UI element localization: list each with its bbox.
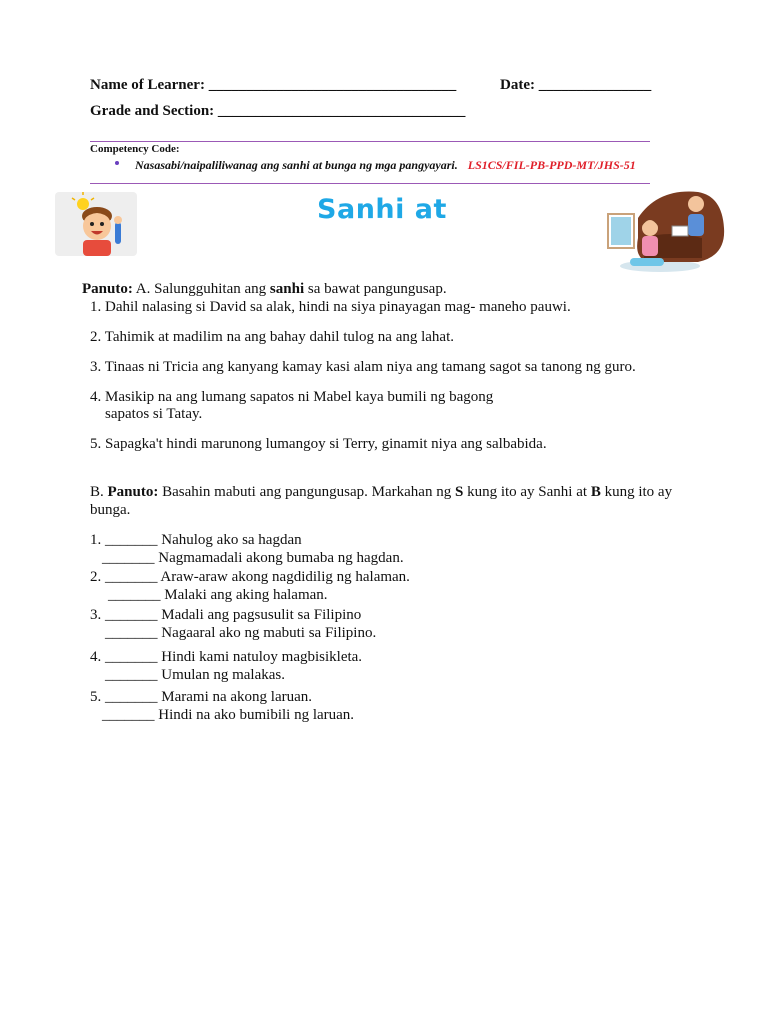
part-b-item-line2[interactable]: _______ Nagaaral ako ng mabuti sa Filipino.	[105, 625, 377, 641]
part-b-instruction	[90, 484, 672, 501]
item-line1[interactable]: _______ Madali ang pagsusulit sa Filipino	[105, 607, 362, 623]
kids-reading-icon	[598, 178, 730, 276]
part-b-item[interactable]	[90, 649, 362, 666]
part-a-item	[90, 299, 571, 316]
item-number: 4.	[90, 389, 102, 405]
item-line1[interactable]: _______ Araw-araw akong nagdidilig ng halaman.	[105, 569, 410, 585]
part-a-instruction	[82, 281, 447, 298]
item-text: Tahimik at madilim na ang bahay dahil tulog na ang lahat.	[104, 329, 455, 345]
part-a-instr-bold: sanhi	[269, 281, 305, 297]
grade-section-field[interactable]	[90, 103, 465, 120]
item-number: 1.	[90, 299, 102, 315]
item-number: 2.	[90, 329, 102, 345]
part-b-item-line2[interactable]: _______ Nagmamadali akong bumaba ng hagdan.	[102, 550, 404, 566]
item-text: Dahil nalasing si David sa alak, hindi na siya pinayagan mag- maneho pauwi.	[105, 299, 571, 315]
part-b-item-line2[interactable]: _______ Umulan ng malakas.	[105, 667, 285, 683]
part-b-b: B	[590, 484, 601, 500]
item-line1[interactable]: _______ Hindi kami natuloy magbisikleta.	[105, 649, 363, 665]
item-line1[interactable]: _______ Marami na akong laruan.	[105, 689, 313, 705]
competency-label: Competency Code:	[90, 143, 180, 155]
part-b-panuto: Panuto:	[107, 484, 159, 500]
learner-name-label: Name of Learner:	[90, 77, 205, 93]
kids-reading-image	[598, 178, 730, 276]
part-b-instr-3: kung ito ay	[600, 484, 673, 500]
item-text: Tinaas ni Tricia ang kanyang kamay kasi alam niya ang tamang sagot sa tanong ng guro.	[104, 359, 636, 375]
part-b-s: S	[454, 484, 464, 500]
part-b-item[interactable]	[90, 607, 361, 624]
competency-line	[135, 156, 636, 174]
item-line1[interactable]: _______ Nahulog ako sa hagdan	[105, 532, 302, 548]
boy-idea-image	[55, 192, 137, 256]
competency-code: LS1CS/FIL-PB-PPD-MT/JHS-51	[467, 158, 636, 172]
item-text: Sapagka't hindi marunong lumangoy si Terry, ginamit niya ang salbabida.	[105, 436, 547, 452]
part-b-instruction-line2: bunga.	[90, 502, 131, 518]
date-label: Date:	[500, 77, 535, 93]
part-a-item	[90, 389, 493, 406]
part-a-item	[90, 436, 547, 453]
part-b-item-line2[interactable]: _______ Hindi na ako bumibili ng laruan.	[102, 707, 355, 723]
part-b-item[interactable]	[90, 689, 312, 706]
part-b-instr-1: Basahin mabuti ang pangungusap. Markahan ng	[158, 484, 455, 500]
bottom-divider	[90, 183, 650, 184]
item-number: 3.	[90, 607, 102, 623]
competency-text: Nasasabi/naipaliliwanag ang sanhi at bunga ng mga pangyayari.	[135, 158, 458, 172]
part-b-item[interactable]	[90, 569, 410, 586]
item-number: 3.	[90, 359, 102, 375]
bullet-icon	[115, 161, 119, 165]
part-b-instr-2: kung ito ay Sanhi at	[463, 484, 591, 500]
top-divider	[90, 141, 650, 142]
date-blank[interactable]: _______________	[538, 77, 652, 93]
item-number: 5.	[90, 436, 102, 452]
part-a-item-continuation: sapatos si Tatay.	[105, 406, 203, 422]
item-number: 2.	[90, 569, 102, 585]
grade-section-label: Grade and Section:	[90, 103, 215, 119]
boy-idea-icon	[55, 192, 137, 256]
part-b-item[interactable]	[90, 532, 302, 549]
item-text: Masikip na ang lumang sapatos ni Mabel kaya bumili ng bagong	[105, 389, 494, 405]
part-a-instr-post: sa bawat pangungusap.	[304, 281, 447, 297]
date-field[interactable]	[500, 77, 651, 94]
part-a-item	[90, 359, 636, 376]
learner-name-field[interactable]	[90, 77, 456, 94]
item-number: 1.	[90, 532, 102, 548]
part-a-item	[90, 329, 454, 346]
part-a-panuto: Panuto:	[82, 281, 133, 297]
learner-name-blank[interactable]: _________________________________	[208, 77, 457, 93]
item-number: 5.	[90, 689, 102, 705]
grade-section-blank[interactable]: _________________________________	[217, 103, 466, 119]
part-b-item-line2[interactable]: _______ Malaki ang aking halaman.	[108, 587, 328, 603]
item-number: 4.	[90, 649, 102, 665]
part-a-instr-pre: A. Salungguhitan ang	[132, 281, 270, 297]
page-title: Sanhi at	[317, 194, 447, 225]
part-b-letter: B.	[90, 484, 108, 500]
